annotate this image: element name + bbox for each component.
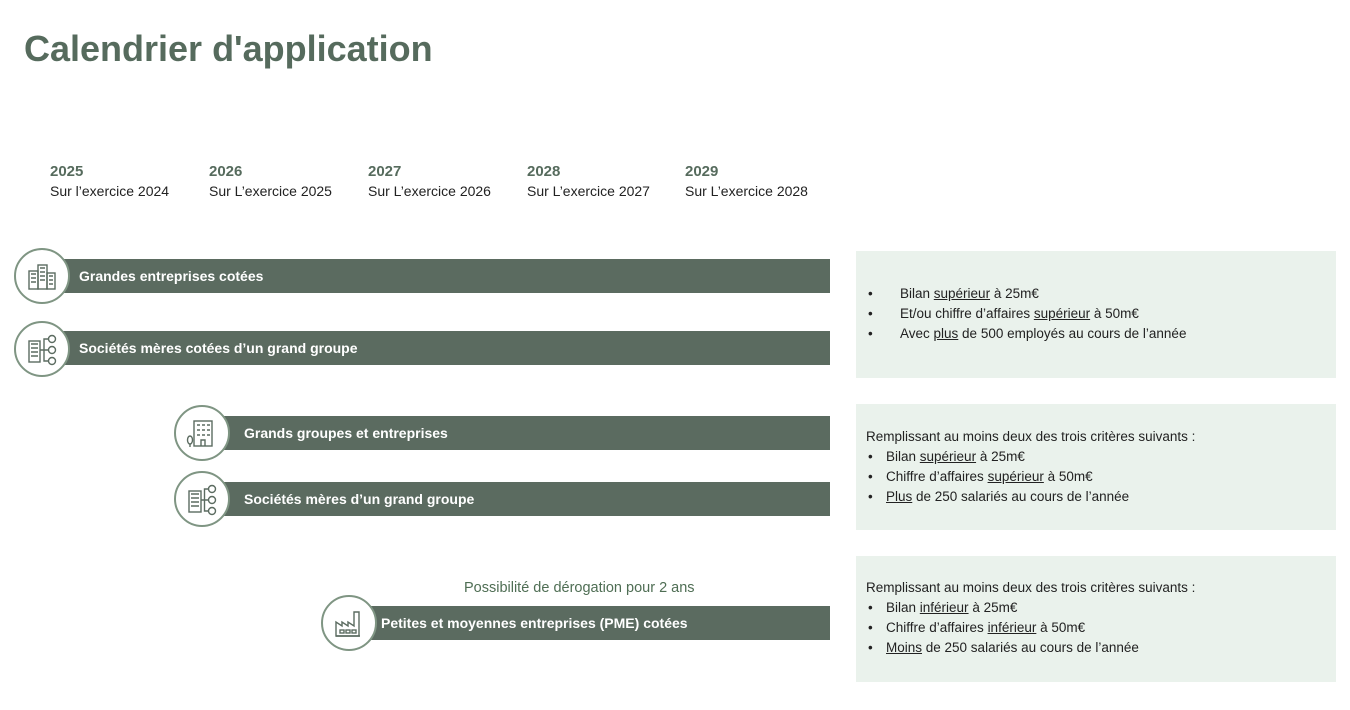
year-label: 2029 bbox=[685, 163, 719, 180]
office-tower-icon bbox=[174, 405, 230, 461]
criteria-list bbox=[866, 598, 1336, 658]
bar-pme-cotees bbox=[350, 606, 830, 640]
exercise-label: Sur L’exercice 2028 bbox=[685, 183, 808, 199]
building-network-icon bbox=[14, 321, 70, 377]
page-title: Calendrier d'application bbox=[24, 28, 433, 69]
year-label: 2027 bbox=[368, 163, 402, 180]
criteria-item: • Bilan inférieur à 25m€ bbox=[866, 598, 1336, 618]
exercise-label: Sur L’exercice 2025 bbox=[209, 183, 332, 199]
year-label: 2025 bbox=[50, 163, 84, 180]
bar-grands-groupes bbox=[205, 416, 830, 450]
derogation-note: Possibilité de dérogation pour 2 ans bbox=[464, 580, 695, 596]
criteria-intro: Remplissant au moins deux des trois critères suivants : bbox=[866, 429, 1196, 444]
criteria-list bbox=[856, 284, 1336, 344]
bar-label: Grands groupes et entreprises bbox=[244, 425, 448, 441]
timeline-year-2025 bbox=[50, 163, 210, 201]
bar-label: Sociétés mères cotées d’un grand groupe bbox=[79, 340, 358, 356]
criteria-panel-pme bbox=[856, 556, 1336, 682]
criteria-item: • Avec plus de 500 employés au cours de l’année bbox=[856, 324, 1336, 344]
criteria-item: • Bilan supérieur à 25m€ bbox=[856, 284, 1336, 304]
criteria-item: • Chiffre d’affaires supérieur à 50m€ bbox=[866, 467, 1336, 487]
factory-icon bbox=[321, 595, 377, 651]
criteria-item: • Chiffre d’affaires inférieur à 50m€ bbox=[866, 618, 1336, 638]
bar-label: Sociétés mères d’un grand groupe bbox=[244, 491, 475, 507]
buildings-icon bbox=[14, 248, 70, 304]
exercise-label: Sur L’exercice 2026 bbox=[368, 183, 491, 199]
exercise-label: Sur L’exercice 2027 bbox=[527, 183, 650, 199]
timeline-year-2029 bbox=[685, 163, 845, 201]
criteria-item: • Moins de 250 salariés au cours de l’année bbox=[866, 638, 1336, 658]
criteria-panel-large-groups bbox=[856, 404, 1336, 530]
timeline-year-2026 bbox=[209, 163, 369, 201]
building-network-icon bbox=[174, 471, 230, 527]
timeline-year-2028 bbox=[527, 163, 687, 201]
bar-societes-meres-cotees bbox=[44, 331, 830, 365]
year-label: 2028 bbox=[527, 163, 561, 180]
criteria-panel-large-listed bbox=[856, 251, 1336, 378]
bar-societes-meres bbox=[205, 482, 830, 516]
criteria-item: • Plus de 250 salariés au cours de l’année bbox=[866, 487, 1336, 507]
timeline-year-2027 bbox=[368, 163, 528, 201]
criteria-item: • Bilan supérieur à 25m€ bbox=[866, 447, 1336, 467]
bar-grandes-entreprises-cotees bbox=[44, 259, 830, 293]
bar-label: Grandes entreprises cotées bbox=[79, 268, 264, 284]
criteria-list bbox=[866, 447, 1336, 507]
bar-label: Petites et moyennes entreprises (PME) cotées bbox=[381, 615, 688, 631]
criteria-intro: Remplissant au moins deux des trois critères suivants : bbox=[866, 580, 1196, 595]
year-label: 2026 bbox=[209, 163, 243, 180]
exercise-label: Sur l’exercice 2024 bbox=[50, 183, 170, 199]
criteria-item: • Et/ou chiffre d’affaires supérieur à 50m€ bbox=[856, 304, 1336, 324]
